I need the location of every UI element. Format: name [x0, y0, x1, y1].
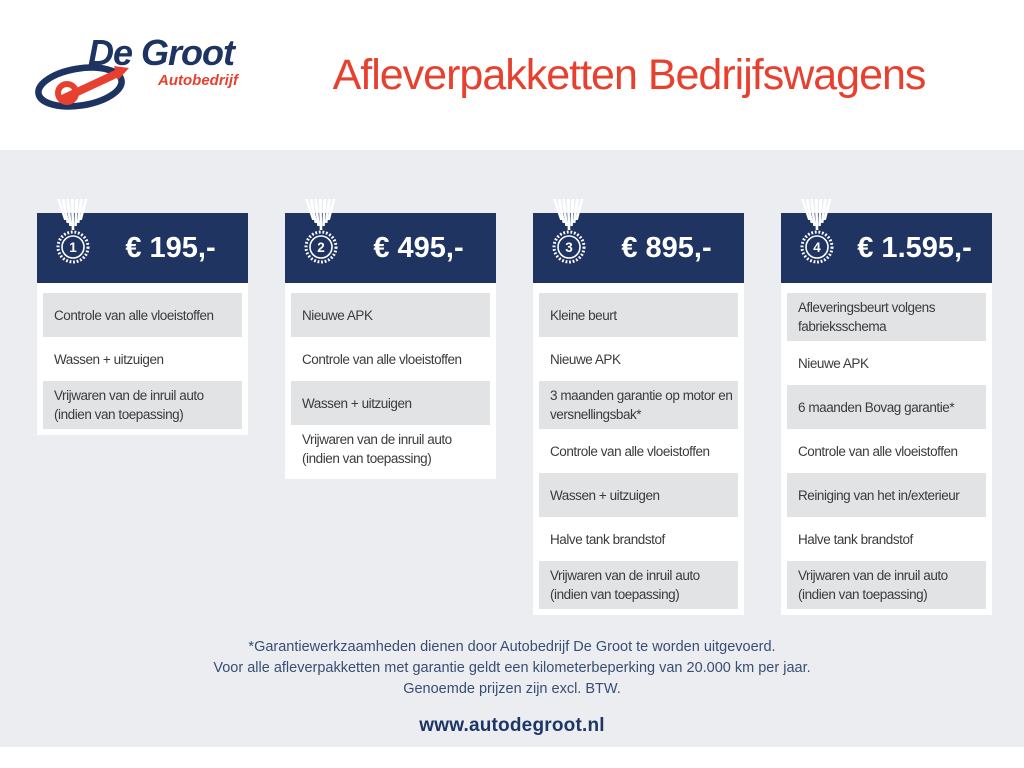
package-item: Nieuwe APK	[539, 337, 738, 381]
footnotes	[0, 637, 1024, 700]
package-column	[37, 213, 248, 435]
package-items	[533, 283, 744, 615]
footnote-line: *Garantiewerkzaamheden dienen door Autobedrijf De Groot te worden uitgevoerd.	[248, 639, 776, 655]
website-link[interactable]: www.autodegroot.nl	[419, 715, 605, 736]
package-item: Halve tank brandstof	[787, 517, 986, 561]
footnote-line: Voor alle afleverpakketten met garantie geldt een kilometerbeperking van 20.000 km per jaar.	[213, 660, 811, 676]
package-number: 2	[317, 240, 325, 255]
package-number: 1	[69, 240, 77, 255]
package-column	[781, 213, 992, 615]
package-header	[37, 213, 248, 283]
package-item: 3 maanden garantie op motor en versnellingsbak*	[539, 381, 738, 429]
package-header	[781, 213, 992, 283]
medal-icon	[53, 199, 93, 284]
package-item: Controle van alle vloeistoffen	[539, 429, 738, 473]
package-item: 6 maanden Bovag garantie*	[787, 385, 986, 429]
package-price: € 1.595,-	[857, 231, 972, 264]
package-item: Vrijwaren van de inruil auto (indien van toepassing)	[291, 425, 490, 473]
package-items	[781, 283, 992, 615]
package-header	[285, 213, 496, 283]
package-price: € 495,-	[373, 231, 464, 264]
brand-logo	[34, 32, 252, 118]
package-item: Controle van alle vloeistoffen	[291, 337, 490, 381]
page-title: Afleverpakketten Bedrijfswagens	[332, 50, 926, 99]
package-item: Wassen + uitzuigen	[539, 473, 738, 517]
medal-icon	[549, 199, 589, 284]
package-header	[533, 213, 744, 283]
package-item: Afleveringsbeurt volgens fabrieksschema	[787, 293, 986, 341]
medal-icon	[797, 199, 837, 284]
package-item: Controle van alle vloeistoffen	[787, 429, 986, 473]
package-column	[285, 213, 496, 479]
package-item: Vrijwaren van de inruil auto (indien van toepassing)	[539, 561, 738, 609]
package-item: Nieuwe APK	[787, 341, 986, 385]
medal-icon	[301, 199, 341, 284]
brand-name: De Groot	[88, 32, 235, 73]
package-column	[533, 213, 744, 615]
package-item: Reiniging van het in/exterieur	[787, 473, 986, 517]
packages-row	[0, 150, 1024, 615]
package-item: Vrijwaren van de inruil auto (indien van toepassing)	[787, 561, 986, 609]
package-item: Wassen + uitzuigen	[43, 337, 242, 381]
package-items	[37, 283, 248, 435]
page-header	[0, 0, 1024, 150]
package-price: € 195,-	[125, 231, 216, 264]
package-item: Kleine beurt	[539, 293, 738, 337]
brand-tagline: Autobedrijf	[158, 72, 238, 89]
package-item: Vrijwaren van de inruil auto (indien van toepassing)	[43, 381, 242, 429]
package-items	[285, 283, 496, 479]
package-item: Nieuwe APK	[291, 293, 490, 337]
package-item: Halve tank brandstof	[539, 517, 738, 561]
bottom-band	[0, 747, 1024, 768]
package-number: 3	[565, 240, 573, 255]
package-item: Controle van alle vloeistoffen	[43, 293, 242, 337]
content-area	[0, 150, 1024, 747]
footnote-line: Genoemde prijzen zijn excl. BTW.	[403, 681, 621, 697]
package-price: € 895,-	[621, 231, 712, 264]
package-number: 4	[813, 240, 821, 255]
package-item: Wassen + uitzuigen	[291, 381, 490, 425]
